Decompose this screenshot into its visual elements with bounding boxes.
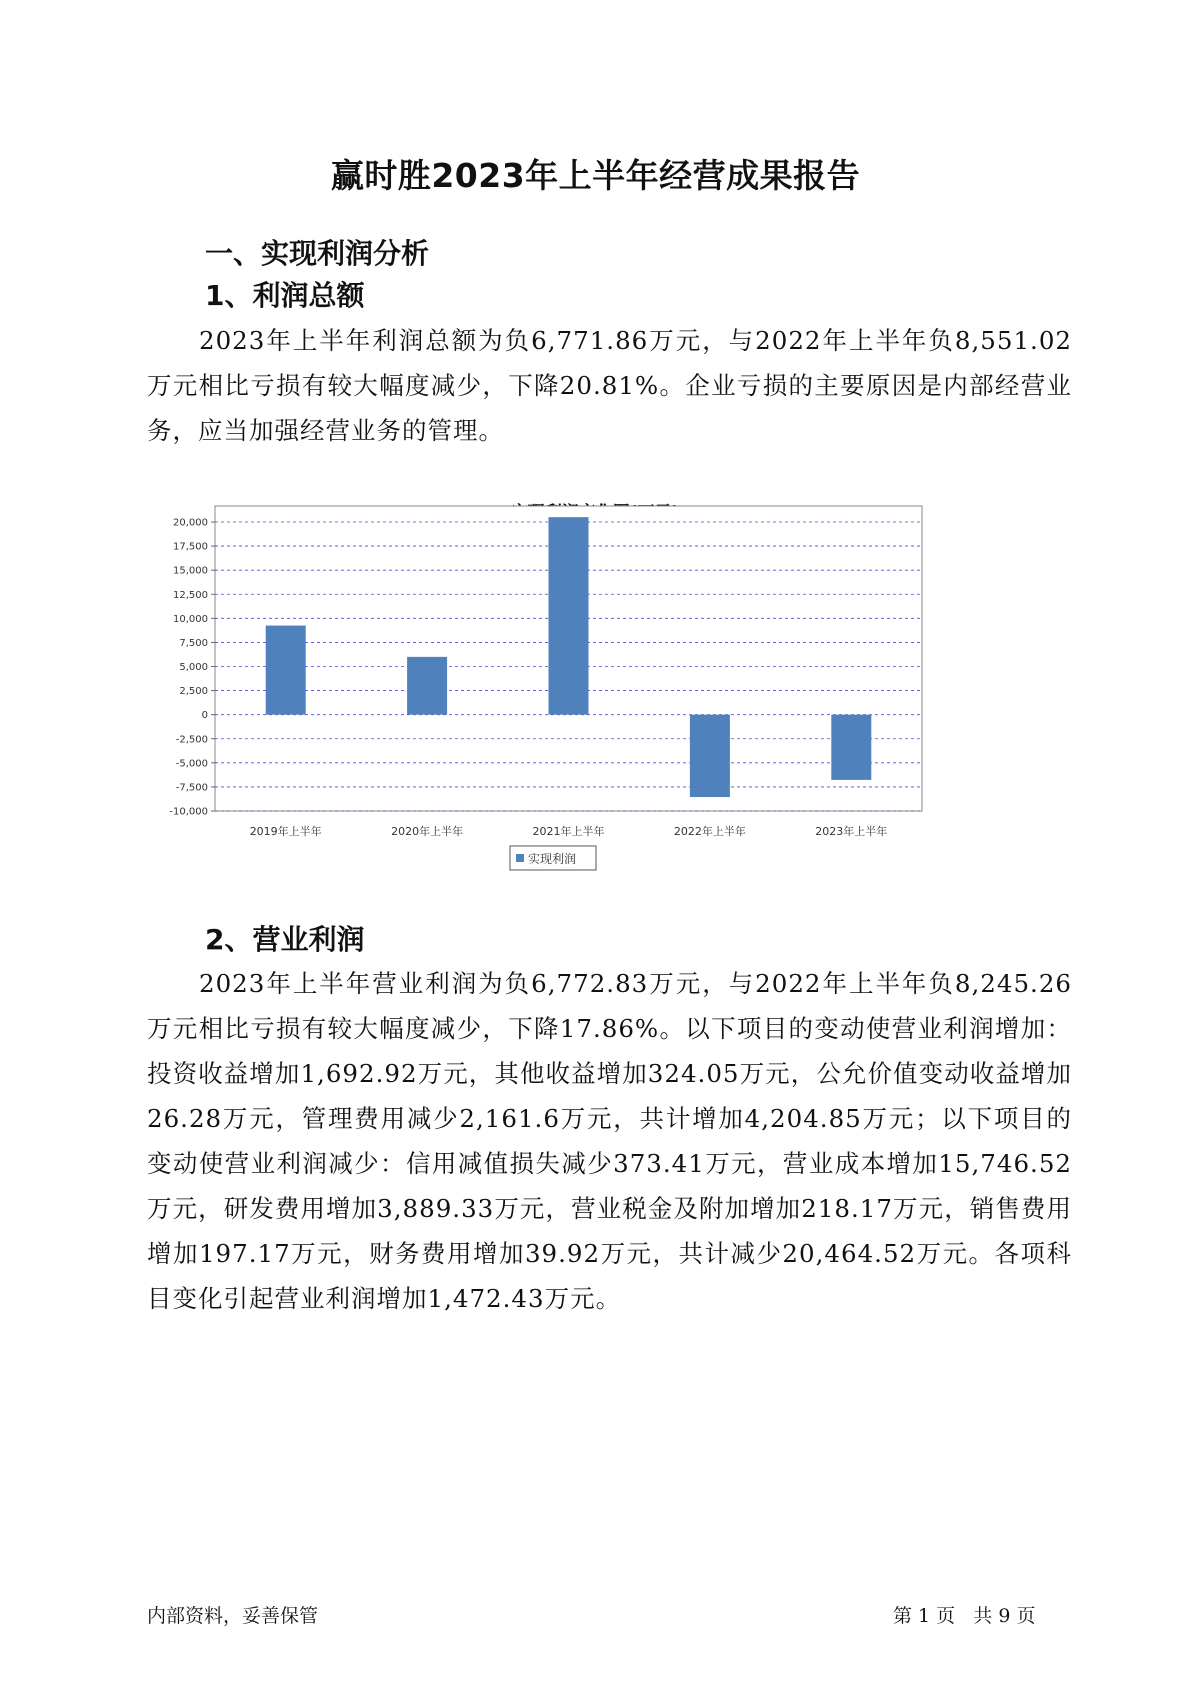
- bar: [549, 517, 589, 714]
- footer-confidential-note: 内部资料，妥善保管: [147, 1605, 319, 1627]
- y-tick-label: -7,500: [175, 782, 208, 794]
- x-tick-label: 2022年上半年: [673, 825, 746, 838]
- y-tick-label: 17,500: [173, 541, 208, 553]
- bar: [690, 715, 730, 797]
- report-title: 赢时胜2023年上半年经营成果报告: [330, 156, 861, 195]
- bar: [831, 715, 871, 780]
- paragraph-operating-profit: 2023年上半年营业利润为负6,772.83万元，与2022年上半年负8,245.26万元相比亏损有较大幅度减少，下降17.86%。以下项目的变动使营业利润增加：投资收益增加1,692.92万元，其他收益增加324.05万元，公允价值变动收益增加26.28万元，管理费用减少2,161.6万元，共计增加4,204.85万元；以下项目的变动使营业利润减少：信用减值损失减少373.41万元，营业成本增加15,746.52万元，研发费用增加3,889.33万元，营业税金及附加增加218.17万元，销售费用增加197.17万元，财务费用增加39.92万元，共计减少20,464.52万元。各项科目变化引起营业利润增加1,472.43万元。: [147, 969, 1072, 1313]
- y-tick-label: 10,000: [173, 613, 208, 625]
- y-tick-label: -5,000: [175, 758, 208, 770]
- y-tick-label: -10,000: [169, 806, 208, 818]
- legend-label: 实现利润: [528, 852, 577, 866]
- x-tick-label: 2019年上半年: [249, 825, 322, 838]
- chart-canvas: [165, 498, 1025, 938]
- paragraph-total-profit: 2023年上半年利润总额为负6,771.86万元，与2022年上半年负8,551.02万元相比亏损有较大幅度减少，下降20.81%。企业亏损的主要原因是内部经营业务，应当加强经营业务的管理。: [147, 326, 1072, 445]
- y-tick-label: 12,500: [173, 589, 208, 601]
- section-heading-profit-analysis: 一、实现利润分析: [205, 237, 430, 270]
- x-tick-label: 2023年上半年: [815, 825, 888, 838]
- subheading-total-profit: 1、利润总额: [205, 279, 365, 312]
- y-tick-label: 15,000: [173, 565, 208, 577]
- x-tick-label: 2021年上半年: [532, 825, 605, 838]
- y-tick-label: 2,500: [179, 686, 208, 698]
- y-tick-label: 5,000: [179, 662, 208, 673]
- x-tick-label: 2020年上半年: [391, 825, 464, 838]
- y-tick-label: 20,000: [173, 517, 208, 529]
- footer-page-number: 第 1 页 共 9 页: [893, 1605, 1036, 1627]
- y-tick-label: 7,500: [179, 637, 208, 649]
- y-tick-label: -2,500: [175, 734, 208, 746]
- y-tick-label: 0: [201, 710, 208, 722]
- bar: [266, 626, 306, 715]
- bar: [407, 657, 447, 715]
- legend-swatch: [516, 854, 524, 862]
- subheading-operating-profit: 2、营业利润: [205, 923, 365, 956]
- profit-chart: [165, 498, 1025, 938]
